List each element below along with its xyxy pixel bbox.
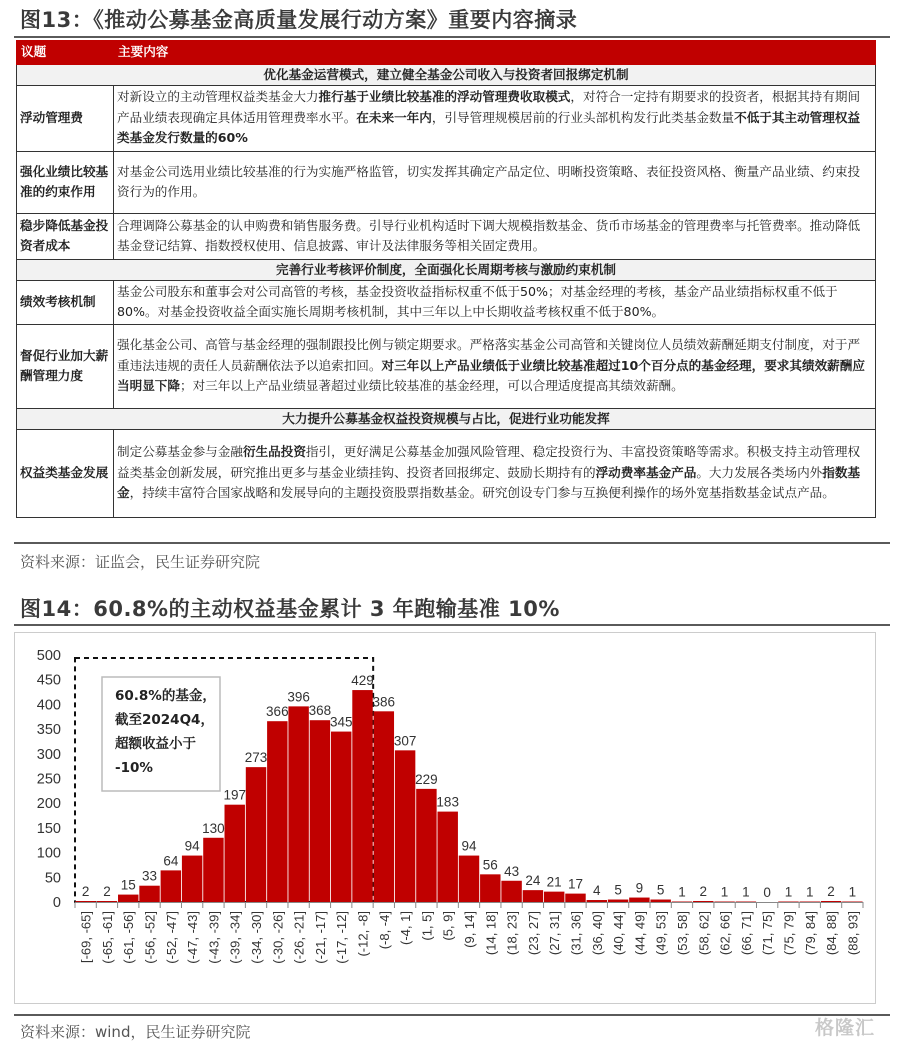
bar-value-label: 9 <box>635 880 644 896</box>
y-tick-label: 300 <box>36 746 61 763</box>
row-content <box>114 280 876 324</box>
chart-svg <box>15 633 877 1005</box>
bar-value-label: 64 <box>163 853 179 869</box>
y-tick-label: 50 <box>44 870 61 887</box>
bar-value-label: 94 <box>184 838 200 854</box>
emphasis-text: 指数基金 <box>117 464 861 501</box>
x-tick-label: (-8, -4] <box>376 911 392 950</box>
content-text: 对新设立的主动管理权益类基金大力 <box>117 89 319 105</box>
y-tick-label: 450 <box>36 672 61 689</box>
figure-13-source: 资料来源：证监会，民生证券研究院 <box>20 553 261 571</box>
x-tick-label: (-52, -47] <box>163 911 179 964</box>
annotation-text: 60.8%的基金， <box>115 688 216 704</box>
bar-value-label: 429 <box>351 673 374 689</box>
histogram-bar <box>480 874 500 902</box>
x-tick-label: (-61, -56] <box>121 911 137 964</box>
x-tick-label: (-12, -8] <box>355 911 371 957</box>
figure-14-source: 资料来源：wind，民生证券研究院 <box>20 1023 251 1041</box>
y-tick-label: 350 <box>36 722 61 739</box>
histogram-bar <box>544 892 564 902</box>
y-tick-label: 250 <box>36 771 61 788</box>
histogram-bar <box>693 901 713 902</box>
histogram-bar <box>161 870 181 902</box>
x-tick-label: [-69, -65] <box>78 911 94 964</box>
bar-value-label: 229 <box>415 771 438 787</box>
header-topic: 议题 <box>17 41 114 65</box>
histogram-bar <box>118 895 138 902</box>
bar-value-label: 1 <box>678 884 686 900</box>
table-header-row <box>17 41 876 65</box>
y-tick-label: 150 <box>36 820 61 837</box>
bar-value-label: 5 <box>656 882 665 898</box>
row-content <box>114 429 876 517</box>
x-tick-label: (53, 58] <box>674 911 690 956</box>
bar-value-label: 368 <box>308 703 332 719</box>
histogram-bar <box>352 690 372 902</box>
x-tick-label: (58, 62] <box>696 911 712 956</box>
title-rule <box>14 36 890 38</box>
x-tick-label: (36, 40] <box>589 911 605 956</box>
x-tick-label: (-39, -34] <box>227 911 243 964</box>
histogram-bar <box>565 894 585 902</box>
emphasis-text: 对三年以上产品业绩低于业绩比较基准超过10个百分点的基金经理，要求其绩效薪酬应当明显下降 <box>117 357 865 394</box>
content-text: ，持续丰富符合国家战略和发展导向的主题投资股票指数基金。研究创设专门参与互换便利操作的场外宽基指数基金试点产品。 <box>129 485 835 501</box>
chart-bottom-rule <box>14 1014 890 1016</box>
y-tick-label: 400 <box>36 697 61 714</box>
content-text: 。大力发展各类场内外 <box>696 464 823 480</box>
x-tick-label: (-4, 1] <box>398 911 414 945</box>
content-text: ，对符合一定持有期要求的投资者，根据其持有期间产品业绩表现确定具体适用管理费率水平。 <box>117 89 861 125</box>
content-table <box>16 40 876 518</box>
x-tick-label: (-34, -30] <box>249 911 265 964</box>
bar-value-label: 1 <box>742 884 750 900</box>
y-tick-label: 0 <box>52 895 61 911</box>
x-tick-label: (27, 31] <box>547 911 563 956</box>
content-text: 制定公募基金参与金融 <box>117 444 243 460</box>
histogram-chart <box>14 632 876 1004</box>
table-row <box>17 85 876 151</box>
content-text: ，引导管理规模居前的行业头部机构发行此类基金数量 <box>431 109 735 125</box>
bar-value-label: 4 <box>593 883 601 899</box>
x-tick-label: (31, 36] <box>568 911 584 956</box>
annotation-text: 截至2024Q4， <box>115 712 214 728</box>
histogram-bar <box>267 721 287 902</box>
bar-value-label: 21 <box>546 874 562 890</box>
x-tick-label: (62, 66] <box>717 911 733 956</box>
bar-value-label: 33 <box>142 868 158 884</box>
bar-value-label: 56 <box>482 857 498 873</box>
histogram-bar <box>629 898 649 902</box>
histogram-bar <box>459 856 479 902</box>
histogram-bar <box>587 900 607 902</box>
bar-value-label: 307 <box>393 733 417 749</box>
histogram-bar <box>246 767 266 902</box>
emphasis-text: 衍生品投资 <box>242 444 306 460</box>
bar-value-label: 366 <box>266 704 289 720</box>
bar-value-label: 345 <box>329 714 353 730</box>
emphasis-text: 推行基于业绩比较基准的浮动管理费收取模式 <box>318 89 571 105</box>
row-topic: 绩效考核机制 <box>17 280 114 324</box>
x-tick-label: (14, 18] <box>483 911 499 956</box>
y-tick-label: 200 <box>36 796 61 813</box>
histogram-bar <box>331 732 351 902</box>
histogram-bar <box>75 901 95 902</box>
bar-value-label: 386 <box>372 694 396 710</box>
x-tick-label: (-65, -61] <box>99 911 115 964</box>
x-tick-label: (40, 44] <box>611 911 627 956</box>
section-row <box>17 408 876 429</box>
bar-value-label: 130 <box>202 820 225 836</box>
histogram-bar <box>139 886 159 902</box>
histogram-bar <box>395 750 415 902</box>
row-content <box>114 151 876 213</box>
chart-title-rule <box>14 624 890 626</box>
x-tick-label: (-26, -21] <box>291 911 307 964</box>
histogram-bar <box>225 805 245 902</box>
watermark: 格隆汇 <box>814 1017 875 1039</box>
emphasis-text: 在未来一年内 <box>356 109 432 125</box>
table-body <box>17 64 876 517</box>
row-content <box>114 324 876 408</box>
histogram-bar <box>97 901 117 902</box>
histogram-bar <box>821 901 841 902</box>
histogram-bar <box>288 706 308 902</box>
histogram-bar <box>608 900 628 902</box>
bar-value-label: 17 <box>567 876 584 892</box>
bar-value-label: 2 <box>699 884 708 900</box>
x-tick-label: (-43, -39] <box>206 911 222 964</box>
x-tick-label: (-21, -17] <box>312 911 328 964</box>
histogram-bar <box>374 711 394 902</box>
x-tick-label: (88, 93] <box>845 911 861 956</box>
x-tick-label: (75, 79] <box>781 911 797 956</box>
table-row <box>17 213 876 259</box>
x-tick-label: (84, 88] <box>824 911 840 956</box>
x-tick-label: (71, 75] <box>760 911 776 956</box>
emphasis-text: 浮动费率基金产品 <box>595 464 697 480</box>
annotation-text: -10% <box>115 760 153 776</box>
x-tick-label: (66, 71] <box>738 911 754 956</box>
bar-value-label: 2 <box>81 884 90 900</box>
section-row <box>17 64 876 85</box>
histogram-bar <box>310 720 330 902</box>
histogram-bar <box>650 900 670 902</box>
row-topic: 稳步降低基金投资者成本 <box>17 213 114 259</box>
row-content <box>114 213 876 259</box>
section-row <box>17 259 876 280</box>
x-tick-label: (-47, -43] <box>185 911 201 964</box>
table-row <box>17 429 876 517</box>
content-text: 合理调降公募基金的认申购费和销售服务费。引导行业机构适时下调大规模指数基金、货币市场基金的管理费率与托管费率。推动降低基金登记结算、指数授权使用、信息披露、审计及法律服务等相关固定费用。 <box>117 217 861 253</box>
content-text: ；对三年以上产品业绩显著超过业绩比较基准的基金经理，可以合理适度提高其绩效薪酬。 <box>179 378 684 394</box>
histogram-bar <box>501 881 521 902</box>
x-tick-label: (23, 27] <box>525 911 541 956</box>
content-text: 基金公司股东和董事会对公司高管的考核，基金投资收益指标权重不低于50%；对基金经理的考核，基金产品业绩指标权重不低于80%。对基金投资收益全面实施长周期考核机制，其中三年以上中长期收益考核权重不低于80%。 <box>117 283 838 319</box>
bar-value-label: 0 <box>763 885 771 900</box>
bar-value-label: 1 <box>805 884 814 900</box>
histogram-bar <box>437 812 457 902</box>
x-tick-label: (44, 49] <box>632 911 648 956</box>
row-topic: 强化业绩比较基准的约束作用 <box>17 151 114 213</box>
figure-13-title: 图13：《推动公募基金高质量发展行动方案》重要内容摘录 <box>20 8 578 32</box>
row-content <box>114 85 876 151</box>
bar-value-label: 15 <box>120 877 136 893</box>
bar-value-label: 43 <box>504 863 520 879</box>
bar-value-label: 2 <box>827 884 835 900</box>
figure-14-title: 图14：60.8%的主动权益基金累计 3 年跑输基准 10% <box>20 597 560 621</box>
x-tick-label: (5, 9] <box>440 911 456 941</box>
bar-value-label: 396 <box>287 689 310 705</box>
bar-value-label: 94 <box>461 838 477 854</box>
header-content: 主要内容 <box>114 41 876 65</box>
row-topic: 权益类基金发展 <box>17 429 114 517</box>
row-topic: 浮动管理费 <box>17 85 114 151</box>
section-title: 大力提升公募基金权益投资规模与占比，促进行业功能发挥 <box>17 408 876 429</box>
emphasis-text: 不低于其主动管理权益类基金发行数量的60% <box>117 109 861 146</box>
annotation-text: 超额收益小于 <box>115 736 196 752</box>
x-tick-label: (-17, -12] <box>334 911 350 964</box>
section-title: 优化基金运营模式，建立健全基金公司收入与投资者回报绑定机制 <box>17 64 876 85</box>
x-tick-label: (79, 84] <box>802 911 818 956</box>
table-bottom-rule <box>14 542 890 544</box>
section-title: 完善行业考核评价制度，全面强化长周期考核与激励约束机制 <box>17 259 876 280</box>
x-tick-label: (49, 53] <box>653 911 669 956</box>
histogram-bar <box>523 890 543 902</box>
table-row <box>17 324 876 408</box>
histogram-bar <box>416 789 436 902</box>
x-tick-label: (18, 23] <box>504 911 520 956</box>
bar-value-label: 183 <box>436 794 459 810</box>
y-tick-label: 500 <box>36 648 61 664</box>
bar-value-label: 24 <box>525 873 541 889</box>
bar-value-label: 2 <box>103 884 111 900</box>
bar-value-label: 5 <box>614 882 622 898</box>
content-text: 指引，更好满足公募基金加强风险管理、稳定投资行为、丰富投资策略等需求。积极支持主动管理权益类基金创新发展，研究推出更多与基金业绩挂钩、投资者回报绑定、鼓励长期持有的 <box>117 444 861 480</box>
histogram-bar <box>182 856 202 902</box>
table-row <box>17 151 876 213</box>
x-tick-label: (-56, -52] <box>142 911 158 964</box>
bar-value-label: 273 <box>244 750 268 766</box>
bar-value-label: 1 <box>848 884 857 900</box>
bar-value-label: 1 <box>720 884 729 900</box>
content-text: 对基金公司选用业绩比较基准的行为实施严格监管，切实发挥其确定产品定位、明晰投资策略、表征投资风格、衡量产品业绩、约束投资行为的作用。 <box>117 163 861 199</box>
content-text: 强化基金公司、高管与基金经理的强制跟投比例与锁定期要求。严格落实基金公司高管和关键岗位人员绩效薪酬延期支付制度，对于严重违法违规的责任人员薪酬依法予以追索扣回。 <box>117 337 861 373</box>
x-tick-label: (1, 5] <box>419 911 435 941</box>
x-tick-label: (9, 14] <box>462 911 477 948</box>
bar-value-label: 1 <box>784 884 793 900</box>
histogram-bar <box>203 838 223 902</box>
row-topic: 督促行业加大薪酬管理力度 <box>17 324 114 408</box>
bar-value-label: 197 <box>223 787 246 803</box>
table-row <box>17 280 876 324</box>
y-tick-label: 100 <box>36 845 61 862</box>
x-tick-label: (-30, -26] <box>270 911 286 964</box>
